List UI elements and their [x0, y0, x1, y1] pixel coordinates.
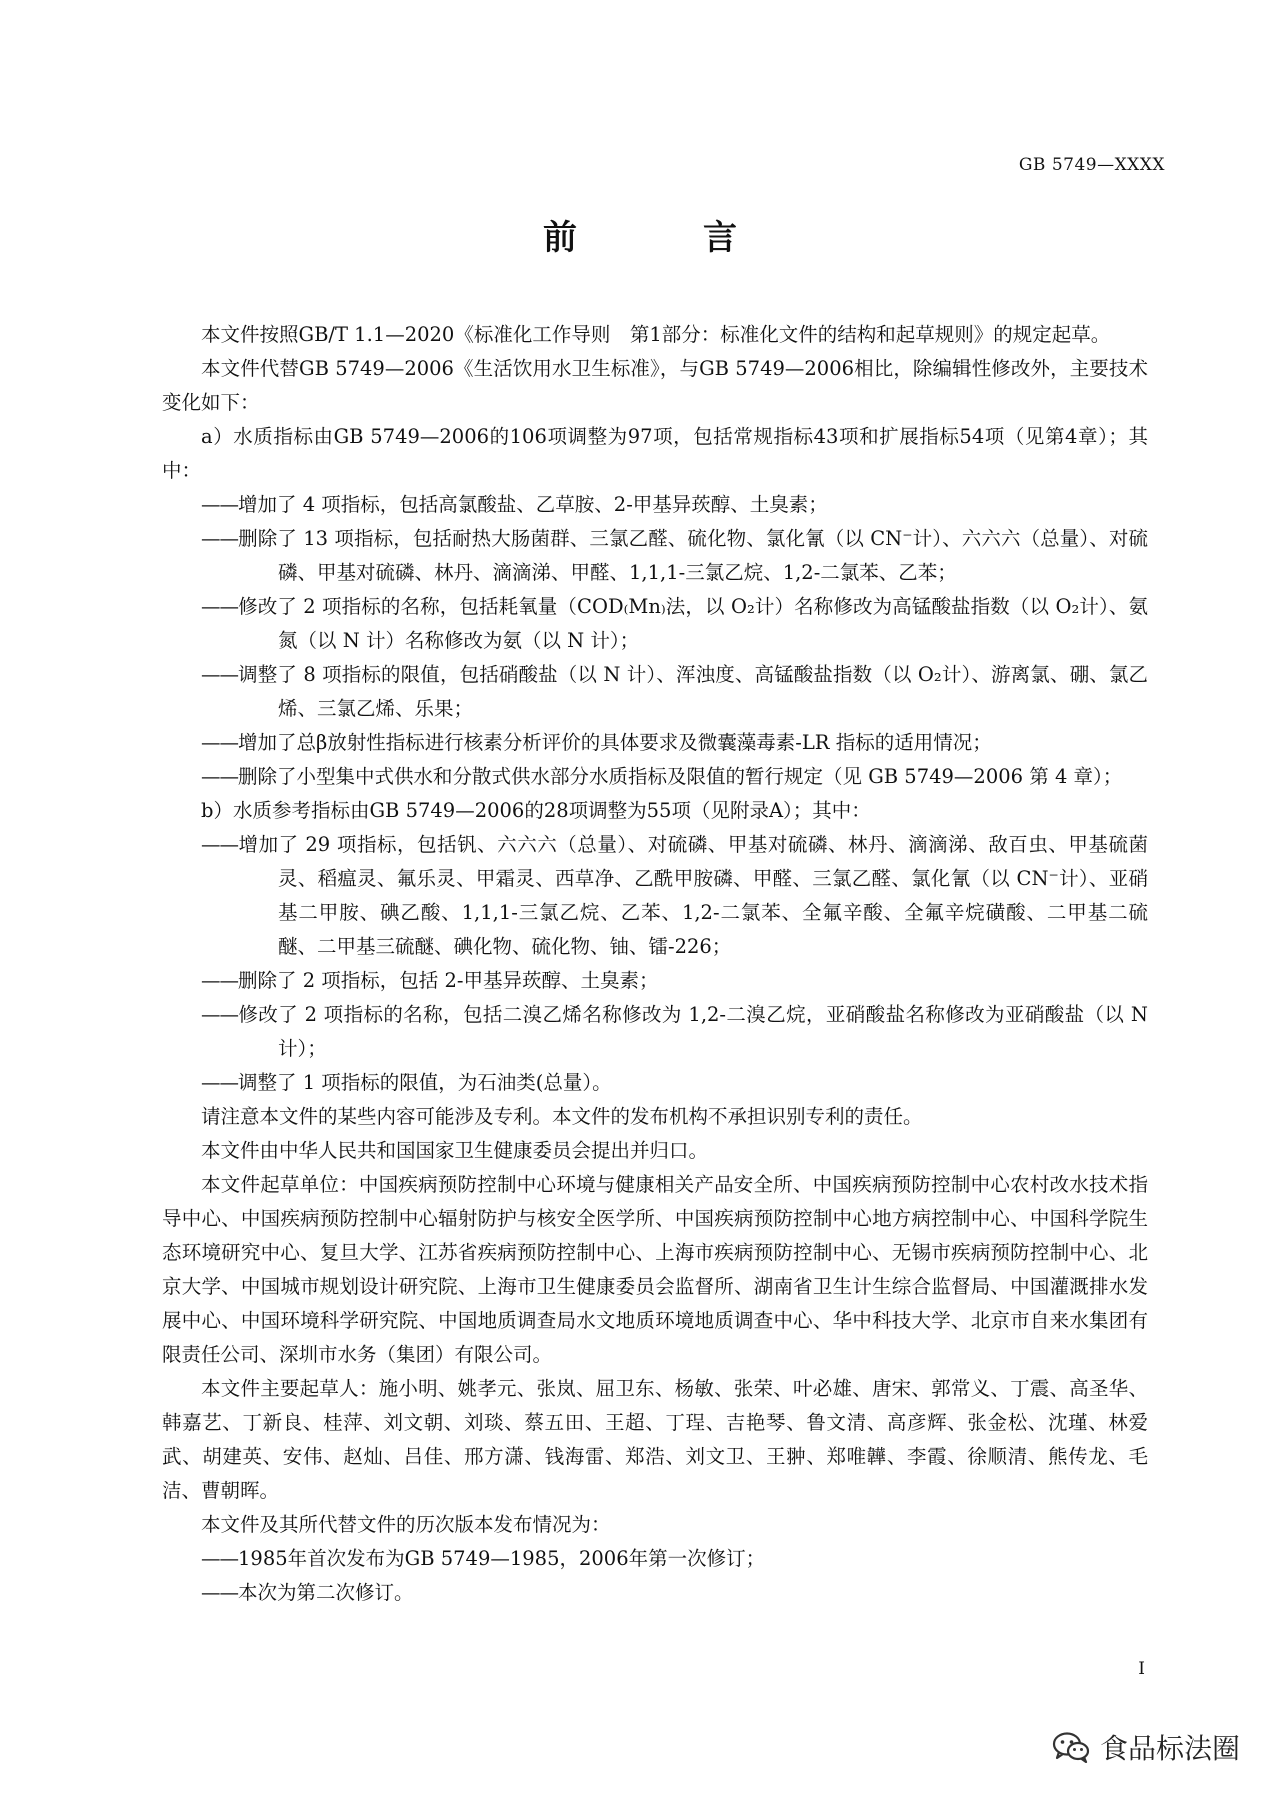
dash-list-item-text: 增加了总β放射性指标进行核素分析评价的具体要求及微囊藻毒素-LR 指标的适用情况；: [238, 731, 992, 754]
dash-list-item: [201, 1576, 1148, 1610]
dash-list-item: [201, 1542, 1148, 1576]
em-dash: ——: [201, 1581, 238, 1604]
em-dash: ——: [201, 1003, 238, 1026]
paragraph: 请注意本文件的某些内容可能涉及专利。本文件的发布机构不承担识别专利的责任。: [201, 1105, 923, 1128]
dash-list-item-text: 增加了 4 项指标，包括高氯酸盐、乙草胺、2-甲基异莰醇、土臭素；: [238, 493, 828, 516]
watermark: [1052, 1727, 1240, 1767]
page-number: I: [1138, 1659, 1145, 1679]
dash-list-item-text: 修改了 2 项指标的名称，包括耗氧量（COD₍Mn₎法，以 O₂计）名称修改为高锰酸盐指数（以 O₂计）、氨氮（以 N 计）名称修改为氨（以 N 计）；: [238, 595, 1148, 652]
em-dash: ——: [201, 1547, 238, 1570]
wechat-icon: [1052, 1731, 1090, 1763]
paragraph: 本文件主要起草人：施小明、姚孝元、张岚、屈卫东、杨敏、张荣、叶必雄、唐宋、郭常义、丁震、高圣华、韩嘉艺、丁新良、桂萍、刘文朝、刘琰、蔡五田、王超、丁珵、吉艳琴、鲁文清、高彦辉、张金松、沈瑾、林爱武、胡建英、安伟、赵灿、吕佳、邢方潇、钱海雷、郑浩、刘文卫、王翀、郑唯韡、李霞、徐顺清、熊传龙、毛洁、曹朝晖。: [162, 1377, 1148, 1502]
em-dash: ——: [201, 765, 238, 788]
paragraph: 本文件代替GB 5749—2006《生活饮用水卫生标准》，与GB 5749—2006相比，除编辑性修改外，主要技术变化如下：: [162, 357, 1148, 414]
dash-list-item-text: 调整了 1 项指标的限值，为石油类(总量）。: [238, 1071, 612, 1094]
em-dash: ——: [201, 663, 238, 686]
dash-list-item-text: 删除了 13 项指标，包括耐热大肠菌群、三氯乙醛、硫化物、氯化氰（以 CN⁻计）、六六六（总量）、对硫磷、甲基对硫磷、林丹、滴滴涕、甲醛、1,1,1-三氯乙烷、1,2-二氯苯、乙苯；: [238, 527, 1148, 584]
dash-list-item: [201, 964, 1148, 998]
dash-list-item: [201, 522, 1148, 590]
dash-list-item: [201, 1066, 1148, 1100]
paragraph: 本文件由中华人民共和国国家卫生健康委员会提出并归口。: [201, 1139, 709, 1162]
dash-list-item-text: 调整了 8 项指标的限值，包括硝酸盐（以 N 计）、浑浊度、高锰酸盐指数（以 O₂计）、游离氯、硼、氯乙烯、三氯乙烯、乐果；: [238, 663, 1148, 720]
foreword-body: [162, 318, 1148, 1610]
em-dash: ——: [201, 833, 238, 856]
standard-code: GB 5749—XXXX: [1018, 155, 1165, 175]
paragraph: 本文件及其所代替文件的历次版本发布情况为：: [201, 1513, 611, 1536]
dash-list-item-text: 本次为第二次修订。: [238, 1581, 414, 1604]
dash-list-item: [201, 828, 1148, 964]
watermark-label: 食品标法圈: [1099, 1732, 1240, 1765]
dash-list-item: [201, 658, 1148, 726]
dash-list-item: [201, 726, 1148, 760]
paragraph: a）水质指标由GB 5749—2006的106项调整为97项，包括常规指标43项和扩展指标54项（见第4章）；其中：: [162, 425, 1148, 482]
em-dash: ——: [201, 595, 238, 618]
em-dash: ——: [201, 527, 238, 550]
em-dash: ——: [201, 969, 238, 992]
paragraph: 本文件按照GB/T 1.1—2020《标准化工作导则 第1部分：标准化文件的结构和起草规则》的规定起草。: [201, 323, 1111, 346]
dash-list-item-text: 删除了 2 项指标，包括 2-甲基异莰醇、土臭素；: [238, 969, 659, 992]
dash-list-item-text: 修改了 2 项指标的名称，包括二溴乙烯名称修改为 1,2-二溴乙烷，亚硝酸盐名称修改为亚硝酸盐（以 N 计）；: [238, 1003, 1148, 1060]
paragraph: b）水质参考指标由GB 5749—2006的28项调整为55项（见附录A）；其中：: [201, 799, 871, 822]
dash-list-item: [201, 760, 1148, 794]
dash-list-item-text: 1985年首次发布为GB 5749—1985，2006年第一次修订；: [238, 1547, 766, 1570]
page-title: 前 言: [543, 218, 783, 258]
em-dash: ——: [201, 1071, 238, 1094]
em-dash: ——: [201, 493, 238, 516]
dash-list-item: [201, 488, 1148, 522]
dash-list-item-text: 删除了小型集中式供水和分散式供水部分水质指标及限值的暂行规定（见 GB 5749—2006 第 4 章）；: [238, 765, 1123, 788]
em-dash: ——: [201, 731, 238, 754]
dash-list-item-text: 增加了 29 项指标，包括钒、六六六（总量）、对硫磷、甲基对硫磷、林丹、滴滴涕、敌百虫、甲基硫菌灵、稻瘟灵、氟乐灵、甲霜灵、西草净、乙酰甲胺磷、甲醛、三氯乙醛、氯化氰（以 CN⁻计）、亚硝基二甲胺、碘乙酸、1,1,1-三氯乙烷、乙苯、1,2-二氯苯、全氟辛酸、全氟辛烷磺酸、二甲基二硫醚、二甲基三硫醚、碘化物、硫化物、铀、镭-226；: [238, 833, 1148, 958]
dash-list-item: [201, 998, 1148, 1066]
paragraph: 本文件起草单位：中国疾病预防控制中心环境与健康相关产品安全所、中国疾病预防控制中心农村改水技术指导中心、中国疾病预防控制中心辐射防护与核安全医学所、中国疾病预防控制中心地方病控制中心、中国科学院生态环境研究中心、复旦大学、江苏省疾病预防控制中心、上海市疾病预防控制中心、无锡市疾病预防控制中心、北京大学、中国城市规划设计研究院、上海市卫生健康委员会监督所、湖南省卫生计生综合监督局、中国灌溉排水发展中心、中国环境科学研究院、中国地质调查局水文地质环境地质调查中心、华中科技大学、北京市自来水集团有限责任公司、深圳市水务（集团）有限公司。: [162, 1173, 1148, 1366]
dash-list-item: [201, 590, 1148, 658]
